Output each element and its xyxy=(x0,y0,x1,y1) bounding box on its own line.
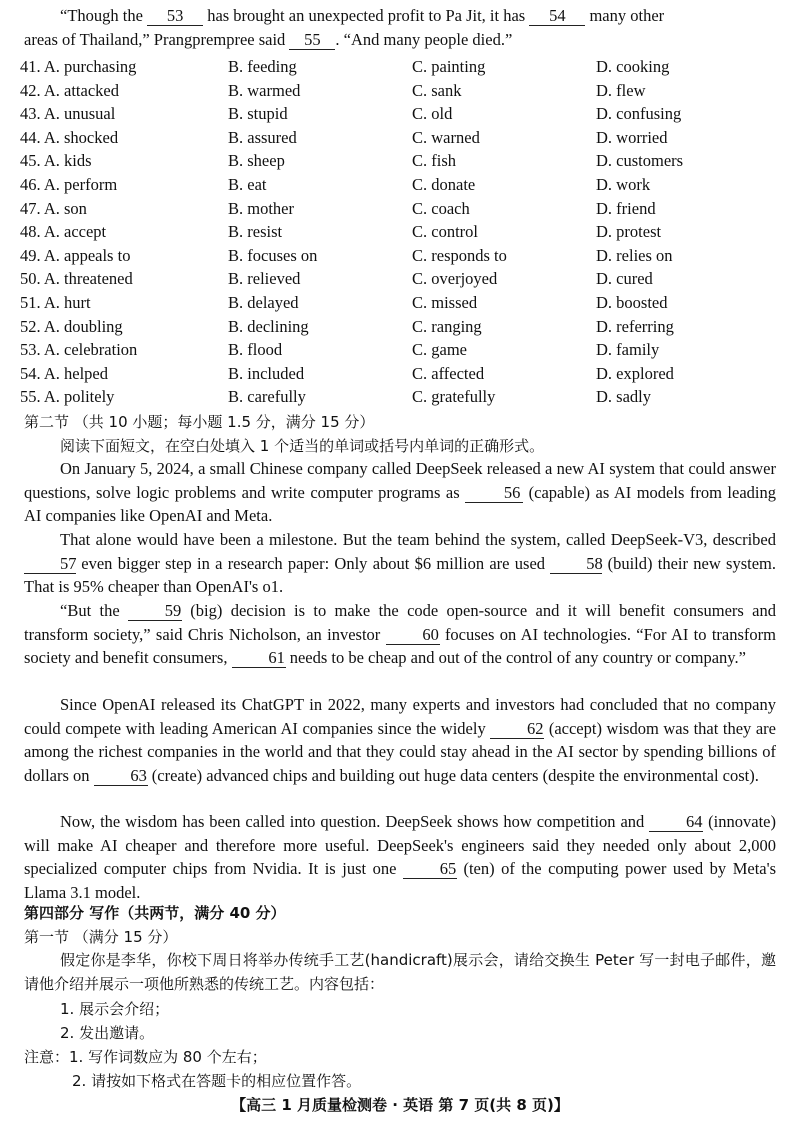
option-row-51 xyxy=(20,291,780,315)
option-d: D. customers xyxy=(596,151,684,171)
blank-55: 55 xyxy=(289,31,335,50)
option-b: B. included xyxy=(228,363,305,383)
option-row-42 xyxy=(20,79,780,103)
option-b: B. flood xyxy=(228,340,283,360)
option-row-48 xyxy=(20,220,780,244)
option-d: D. confusing xyxy=(596,104,682,124)
text: . “And many people died.” xyxy=(335,30,513,49)
text: needs to be cheap and out of the control of any country or company.” xyxy=(285,648,746,668)
option-c: C. overjoyed xyxy=(412,269,498,289)
text: Now, the wisdom has been called into question. DeepSeek shows how competition and xyxy=(60,812,650,831)
option-d: D. protest xyxy=(596,222,662,242)
option-c: C. gratefully xyxy=(412,387,496,407)
option-row-54 xyxy=(20,362,780,386)
blank-61: 61 xyxy=(232,649,286,668)
page-footer: 【高三 1 月质量检测卷 · 英语 第 7 页(共 8 页)】 xyxy=(231,1096,569,1114)
text: even bigger step in a research paper: Only about $6 million are used xyxy=(76,553,551,573)
option-d: D. cooking xyxy=(596,57,670,76)
text: (big) decision is to make the code open-source and it will benefit consumers and transform society,” said Chris Nicholson, an investor xyxy=(24,601,776,644)
option-row-55 xyxy=(20,385,780,409)
option-a: 51. A. hurt xyxy=(20,292,91,312)
text: (innovate) will make AI cheaper and therefore more useful. DeepSeek's engineers said they needed only about 2,000 specialized computer chips from Nvidia. It is just one xyxy=(24,812,776,879)
blank-53: 53 xyxy=(147,7,203,26)
text: “But the xyxy=(60,601,128,620)
option-c: C. game xyxy=(412,340,467,360)
option-row-45 xyxy=(20,149,780,173)
text: (accept) wisdom was that they are among the richest companies in the world and that they could stay ahead in the AI sector by spending billions of dollars on xyxy=(24,718,776,785)
option-row-43 xyxy=(20,102,780,126)
blank-63: 63 xyxy=(94,767,148,786)
option-b: B. delayed xyxy=(228,292,299,312)
option-d: D. worried xyxy=(596,127,668,147)
option-c: C. affected xyxy=(412,363,485,383)
text: Since OpenAI released its ChatGPT in 2022, many experts and investors had concluded that no company could compete with leading American AI companies since the widely xyxy=(24,695,776,738)
option-row-41 xyxy=(20,55,780,79)
option-c: C. ranging xyxy=(412,316,482,336)
option-a: 41. A. purchasing xyxy=(20,57,137,76)
option-b: B. carefully xyxy=(228,387,306,407)
writing-prompt: 假定你是李华，你校下周日将举办传统手工艺(handicraft)展示会，请给交换生 Peter 写一封电子邮件，邀请他介绍并展示一项他所熟悉的传统工艺。内容包括： xyxy=(24,951,776,993)
option-a: 44. A. shocked xyxy=(20,127,119,147)
option-b: B. feeding xyxy=(228,57,297,76)
option-row-44 xyxy=(20,126,780,150)
passage-paragraph-5 xyxy=(24,810,776,904)
option-b: B. relieved xyxy=(228,269,301,289)
option-d: D. boosted xyxy=(596,292,668,312)
option-b: B. declining xyxy=(228,316,309,336)
option-b: B. eat xyxy=(228,174,267,194)
part4-heading: 第四部分 写作（共两节，满分 40 分） xyxy=(24,904,286,922)
option-d: D. flew xyxy=(596,80,646,100)
option-b: B. focuses on xyxy=(228,245,318,265)
option-d: D. family xyxy=(596,340,660,360)
text: “Though the xyxy=(60,6,148,25)
option-a: 54. A. helped xyxy=(20,363,108,383)
passage-paragraph-1 xyxy=(24,457,776,528)
option-a: 46. A. perform xyxy=(20,174,118,194)
text: areas of Thailand,” Prangprempree said xyxy=(24,30,290,49)
option-row-50 xyxy=(20,267,780,291)
option-b: B. resist xyxy=(228,222,283,242)
option-c: C. missed xyxy=(412,292,478,312)
option-row-53 xyxy=(20,338,780,362)
blank-60: 60 xyxy=(386,626,440,645)
option-row-52 xyxy=(20,315,780,339)
text: (create) advanced chips and building out huge data centers (despite the environmental cost). xyxy=(147,765,759,785)
option-c: C. coach xyxy=(412,198,470,218)
option-row-46 xyxy=(20,173,780,197)
option-b: B. warmed xyxy=(228,80,301,100)
option-d: D. work xyxy=(596,174,651,194)
text: (build) their new system. That is 95% cheaper than OpenAI's o1. xyxy=(24,553,776,597)
option-d: D. relies on xyxy=(596,245,673,265)
cloze-line-2 xyxy=(24,30,512,50)
text: many other xyxy=(585,6,665,25)
text: has brought an unexpected profit to Pa Jit, it has xyxy=(203,6,530,25)
option-row-49 xyxy=(20,244,780,268)
option-row-47 xyxy=(20,197,780,221)
blank-64: 64 xyxy=(649,813,703,832)
option-c: C. old xyxy=(412,104,453,124)
option-c: C. control xyxy=(412,222,478,242)
blank-65: 65 xyxy=(403,860,457,879)
option-d: D. sadly xyxy=(596,387,651,407)
blank-58: 58 xyxy=(550,555,602,574)
text: On January 5, 2024, a small Chinese company called DeepSeek released a new AI system that could answer questions, solve logic problems and write computer programs as xyxy=(24,459,776,502)
option-c: C. fish xyxy=(412,151,457,171)
blank-54: 54 xyxy=(529,7,585,26)
option-c: C. donate xyxy=(412,174,476,194)
note-1: 注意：1. 写作词数应为 80 个左右； xyxy=(24,1048,267,1066)
option-d: D. explored xyxy=(596,363,674,383)
option-c: C. warned xyxy=(412,127,480,147)
option-a: 48. A. accept xyxy=(20,222,107,242)
option-c: C. responds to xyxy=(412,245,507,265)
cloze-line-1 xyxy=(60,6,664,26)
option-a: 42. A. attacked xyxy=(20,80,119,100)
passage-paragraph-4 xyxy=(24,693,776,787)
text: That alone would have been a milestone. But the team behind the system, called DeepSeek-V3, described xyxy=(60,530,776,549)
section2-heading: 第二节 （共 10 小题；每小题 1.5 分，满分 15 分） xyxy=(24,413,375,431)
option-a: 45. A. kids xyxy=(20,151,92,171)
option-a: 52. A. doubling xyxy=(20,316,123,336)
option-a: 50. A. threatened xyxy=(20,269,133,289)
part4-sub-heading: 第一节 （满分 15 分） xyxy=(24,928,178,946)
option-c: C. sank xyxy=(412,80,462,100)
text: (capable) as AI models from leading AI companies like OpenAI and Meta. xyxy=(24,482,776,526)
blank-59: 59 xyxy=(128,602,182,621)
option-b: B. assured xyxy=(228,127,297,147)
option-a: 47. A. son xyxy=(20,198,87,218)
text: (ten) of the computing power used by Meta's Llama 3.1 model. xyxy=(24,859,776,902)
note-2: 2. 请按如下格式在答题卡的相应位置作答。 xyxy=(72,1072,362,1090)
section2-instruction: 阅读下面短文，在空白处填入 1 个适当的单词或括号内单词的正确形式。 xyxy=(60,437,545,455)
prompt-item-2: 2. 发出邀请。 xyxy=(60,1024,155,1042)
option-a: 43. A. unusual xyxy=(20,104,116,124)
option-a: 49. A. appeals to xyxy=(20,245,131,265)
option-a: 55. A. politely xyxy=(20,387,115,407)
passage-paragraph-3 xyxy=(24,599,776,670)
option-d: D. referring xyxy=(596,316,674,336)
blank-57: 57 xyxy=(24,555,76,574)
blank-56: 56 xyxy=(465,484,523,503)
option-a: 53. A. celebration xyxy=(20,340,138,360)
text: focuses on AI technologies. “For AI to transform society and benefit consumers, xyxy=(24,624,776,668)
passage-paragraph-2 xyxy=(24,528,776,599)
option-d: D. cured xyxy=(596,269,653,289)
option-b: B. stupid xyxy=(228,104,288,124)
blank-62: 62 xyxy=(490,720,544,739)
options-table xyxy=(20,55,780,409)
option-d: D. friend xyxy=(596,198,656,218)
option-b: B. sheep xyxy=(228,151,285,171)
prompt-item-1: 1. 展示会介绍； xyxy=(60,1000,170,1018)
option-c: C. painting xyxy=(412,57,486,76)
option-b: B. mother xyxy=(228,198,294,218)
